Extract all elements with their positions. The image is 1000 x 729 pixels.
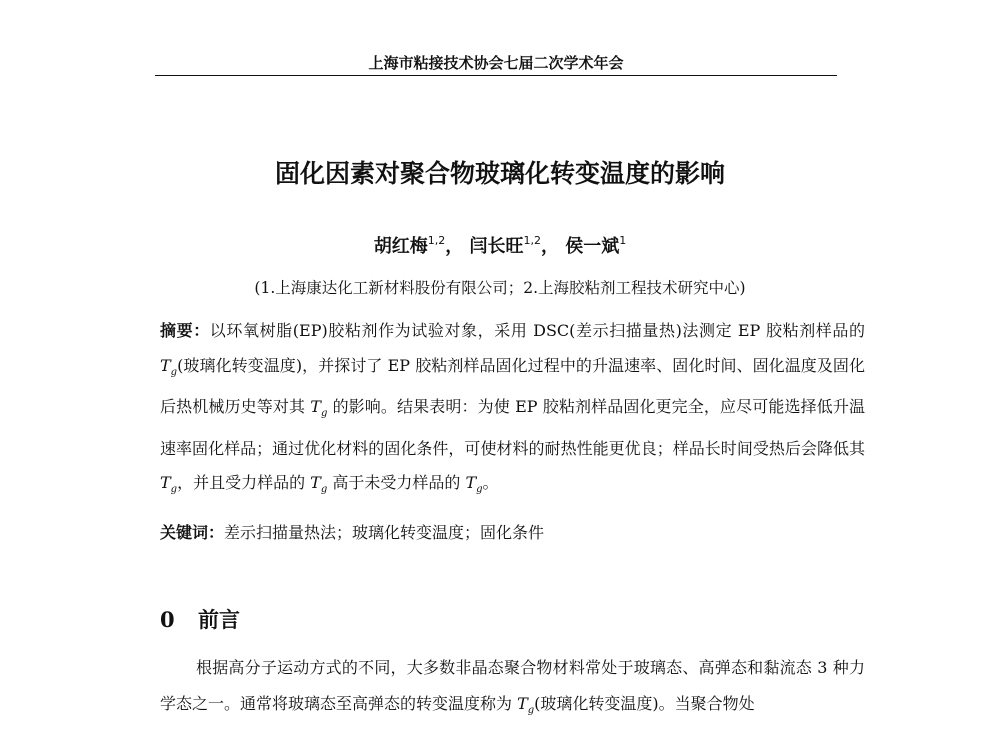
abstract-text: 高于未受力样品的 bbox=[327, 473, 466, 493]
abstract-text: ，并且受力样品的 bbox=[177, 473, 311, 493]
author-affiliation-mark: 1,2 bbox=[523, 234, 541, 247]
abstract-text: 的影响。结果表明：为使 EP 胶粘剂样品固化更完全，应尽可能选择低升温速率固化样品；通过优化材料的固化条件，可使材料的耐热性能更优良；样品长时间受热后会降低其 bbox=[160, 397, 865, 458]
abstract-text: (玻璃化转变温度)，并探讨了 EP 胶粘剂样品固化过程中的升温速率、固化时间、固化温度及固化后热机械历史等对其 bbox=[160, 355, 865, 417]
author-separator: ， bbox=[541, 236, 559, 257]
section-heading bbox=[160, 604, 240, 634]
section-number: 0 bbox=[160, 607, 175, 632]
body-text: 根据高分子运动方式的不同，大多数非晶态聚合物材料常处于玻璃态、高弹态和黏流态 3 种力学态之一。通常将玻璃态至高弹态的转变温度称为 bbox=[160, 658, 865, 713]
author-line bbox=[0, 232, 1000, 258]
author-name: 胡红梅 bbox=[373, 236, 428, 257]
author-name: 闫长旺 bbox=[469, 236, 524, 257]
author-separator: ， bbox=[445, 236, 464, 257]
paper-title: 固化因素对聚合物玻璃化转变温度的影响 bbox=[274, 159, 725, 188]
author-name: 侯一斌 bbox=[565, 236, 620, 257]
keywords-label: 关键词： bbox=[160, 523, 225, 542]
affiliation-line: (1.上海康达化工新材料股份有限公司；2.上海胶粘剂工程技术研究中心) bbox=[254, 279, 746, 297]
running-header: 上海市粘接技术协会七届二次学术年会 bbox=[368, 54, 624, 72]
abstract-label: 摘要： bbox=[160, 321, 210, 340]
body-text: (玻璃化转变温度)。当聚合物处 bbox=[534, 694, 755, 713]
keywords-text: 差示扫描量热法；玻璃化转变温度；固化条件 bbox=[224, 523, 545, 542]
abstract-text: 以环氧树脂(EP)胶粘剂作为试验对象，采用 DSC(差示扫描量热)法测定 EP 胶粘剂样品的 bbox=[209, 321, 865, 340]
tg-symbol: $T_g$ bbox=[160, 355, 178, 378]
header-rule bbox=[155, 75, 837, 76]
section-title: 前言 bbox=[198, 607, 240, 632]
tg-symbol: $T_g$ bbox=[160, 473, 178, 496]
body-paragraph bbox=[160, 650, 865, 729]
keywords-line bbox=[160, 520, 865, 543]
author-affiliation-mark: 1 bbox=[619, 234, 627, 247]
tg-symbol: $T_g$ bbox=[517, 694, 535, 717]
tg-symbol: $T_g$ bbox=[310, 397, 328, 420]
tg-symbol: $T_g$ bbox=[465, 473, 483, 496]
author-affiliation-mark: 1,2 bbox=[427, 234, 446, 247]
tg-symbol: $T_g$ bbox=[310, 473, 328, 496]
abstract-paragraph bbox=[160, 314, 865, 508]
abstract-text: 。 bbox=[482, 473, 499, 493]
